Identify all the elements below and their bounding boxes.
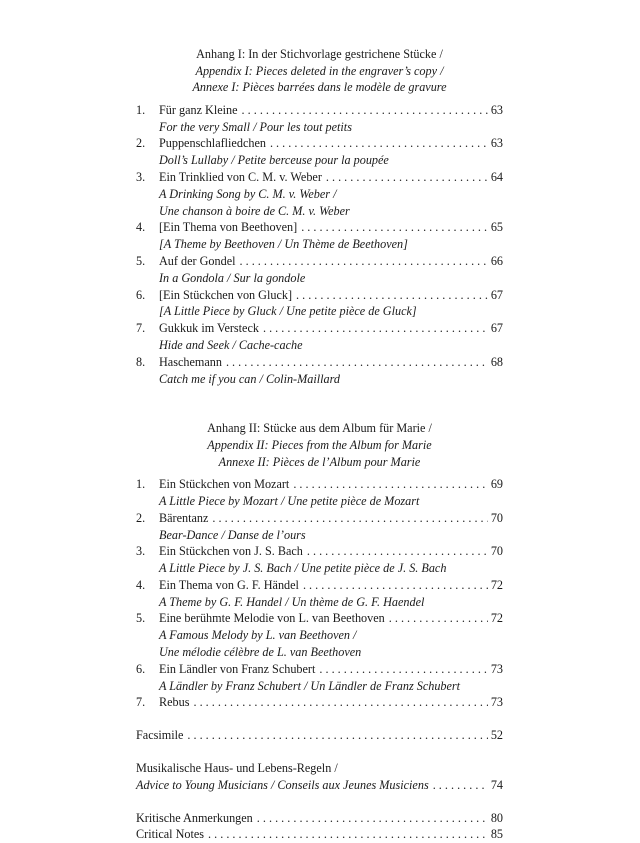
entry-page: 63	[490, 102, 503, 117]
entry-translation: For the very Small / Pour les tout petits	[159, 119, 352, 134]
entry-translation: A Drinking Song by C. M. v. Weber /	[159, 186, 337, 201]
table-of-contents	[136, 46, 503, 843]
facsimile-title: Facsimile	[136, 728, 184, 743]
entry-number: 7.	[136, 321, 146, 336]
toc-entry[interactable]	[136, 510, 503, 544]
toc-entry[interactable]	[136, 219, 503, 253]
entry-number: 6.	[136, 287, 146, 302]
kritische-title: Kritische Anmerkungen	[136, 810, 253, 825]
entry-translation: [A Little Piece by Gluck / Une petite pièce de Gluck]	[159, 304, 417, 319]
toc-entry[interactable]	[136, 543, 503, 577]
entry-page: 67	[490, 287, 503, 302]
entry-translation: A Little Piece by Mozart / Une petite pièce de Mozart	[159, 493, 420, 508]
facsimile-entry[interactable]	[136, 727, 503, 744]
entry-number: 1.	[136, 477, 146, 492]
entry-page: 69	[490, 477, 503, 492]
entry-title: Ein Trinklied von C. M. v. Weber	[159, 169, 322, 184]
entry-translation: Bear-Dance / Danse de l’ours	[159, 527, 306, 542]
critical-notes-title: Critical Notes	[136, 827, 205, 842]
appendix1-heading-fr: Annexe I: Pièces barrées dans le modèle de gravure	[192, 80, 447, 95]
appendix1-heading-en: Appendix I: Pieces deleted in the engraver’s copy /	[195, 63, 444, 78]
entry-number: 3.	[136, 169, 146, 184]
entry-number: 2.	[136, 136, 146, 151]
appendix1-heading-de: Anhang I: In der Stichvorlage gestrichene Stücke /	[196, 47, 443, 61]
entry-translation: Une mélodie célèbre de L. van Beethoven	[159, 645, 362, 660]
toc-entry[interactable]	[136, 253, 503, 287]
toc-entry[interactable]	[136, 610, 503, 660]
toc-entry[interactable]	[136, 354, 503, 388]
entry-page: 66	[490, 253, 503, 268]
entry-title: Haschemann	[159, 354, 222, 369]
entry-translation: Hide and Seek / Cache-cache	[159, 337, 303, 352]
entry-translation: [A Theme by Beethoven / Un Thème de Beethoven]	[159, 237, 408, 252]
entry-title: Eine berühmte Melodie von L. van Beethoven	[159, 611, 385, 626]
entry-title: Gukkuk im Versteck	[159, 321, 259, 336]
entry-title: Bärentanz	[159, 510, 209, 525]
appendix2-heading-de: Anhang II: Stücke aus dem Album für Marie /	[207, 421, 432, 436]
critical-notes-page: 85	[490, 827, 503, 842]
toc-entry[interactable]	[136, 694, 503, 711]
entry-title: Puppenschlafliedchen	[159, 136, 266, 151]
entry-number: 1.	[136, 102, 146, 117]
entry-title: Rebus	[159, 695, 190, 710]
entry-translation: Doll’s Lullaby / Petite berceuse pour la poupée	[159, 153, 389, 168]
entry-translation: In a Gondola / Sur la gondole	[159, 270, 306, 285]
entry-page: 70	[490, 544, 503, 559]
entry-translation: A Theme by G. F. Handel / Un thème de G. F. Haendel	[159, 594, 425, 609]
entry-title: Ein Thema von G. F. Händel	[159, 577, 299, 592]
entry-page: 67	[490, 321, 503, 336]
entry-number: 8.	[136, 354, 146, 369]
entry-page: 73	[490, 661, 503, 676]
entry-title: Für ganz Kleine	[159, 102, 238, 117]
toc-entry[interactable]	[136, 169, 503, 219]
entry-translation: Catch me if you can / Colin-Maillard	[159, 371, 340, 386]
appendix2-list	[136, 476, 503, 711]
entry-page: 64	[490, 169, 503, 184]
entry-title: Ein Stückchen von Mozart	[159, 477, 290, 492]
entry-number: 3.	[136, 544, 146, 559]
toc-entry[interactable]	[136, 661, 503, 695]
appendix1-heading	[136, 46, 503, 96]
kritische-entry[interactable]	[136, 810, 503, 827]
toc-entry[interactable]	[136, 287, 503, 321]
rules-entry[interactable]	[136, 760, 503, 794]
toc-entry[interactable]	[136, 320, 503, 354]
entry-page: 65	[490, 220, 503, 235]
entry-number: 4.	[136, 220, 146, 235]
appendix2-heading	[136, 420, 503, 470]
entry-number: 2.	[136, 510, 146, 525]
entry-page: 73	[490, 695, 503, 710]
rules-title-de: Musikalische Haus- und Lebens-Regeln /	[136, 761, 338, 776]
toc-entry[interactable]	[136, 135, 503, 169]
entry-page: 63	[490, 136, 503, 151]
entry-number: 5.	[136, 253, 146, 268]
facsimile-page: 52	[490, 728, 503, 743]
appendix2-heading-fr: Annexe II: Pièces de l’Album pour Marie	[218, 454, 421, 469]
entry-page: 70	[490, 510, 503, 525]
kritische-page: 80	[490, 810, 503, 825]
entry-title: Ein Ländler von Franz Schubert	[159, 661, 316, 676]
entry-page: 72	[490, 611, 503, 626]
toc-entry[interactable]	[136, 102, 503, 136]
entry-number: 4.	[136, 577, 146, 592]
entry-translation: A Famous Melody by L. van Beethoven /	[159, 628, 357, 643]
entry-translation: A Little Piece by J. S. Bach / Une petite pièce de J. S. Bach	[159, 561, 447, 576]
critical-notes-entry[interactable]	[136, 826, 503, 843]
entry-title: [Ein Thema von Beethoven]	[159, 220, 298, 235]
entry-title: Auf der Gondel	[159, 253, 236, 268]
entry-page: 72	[490, 577, 503, 592]
entry-number: 6.	[136, 661, 146, 676]
entry-number: 7.	[136, 695, 146, 710]
entry-title: Ein Stückchen von J. S. Bach	[159, 544, 303, 559]
appendix1-list	[136, 102, 503, 388]
rules-title-en-fr: Advice to Young Musicians / Conseils aux Jeunes Musiciens	[136, 777, 429, 792]
entry-translation: A Ländler by Franz Schubert / Un Ländler de Franz Schubert	[159, 678, 461, 693]
toc-entry[interactable]	[136, 577, 503, 611]
entry-title: [Ein Stückchen von Gluck]	[159, 287, 293, 302]
toc-entry[interactable]	[136, 476, 503, 510]
rules-page: 74	[490, 777, 503, 792]
entry-number: 5.	[136, 611, 146, 626]
entry-page: 68	[490, 354, 503, 369]
entry-translation: Une chanson à boire de C. M. v. Weber	[159, 203, 350, 218]
appendix2-heading-en: Appendix II: Pieces from the Album for Marie	[207, 437, 432, 452]
